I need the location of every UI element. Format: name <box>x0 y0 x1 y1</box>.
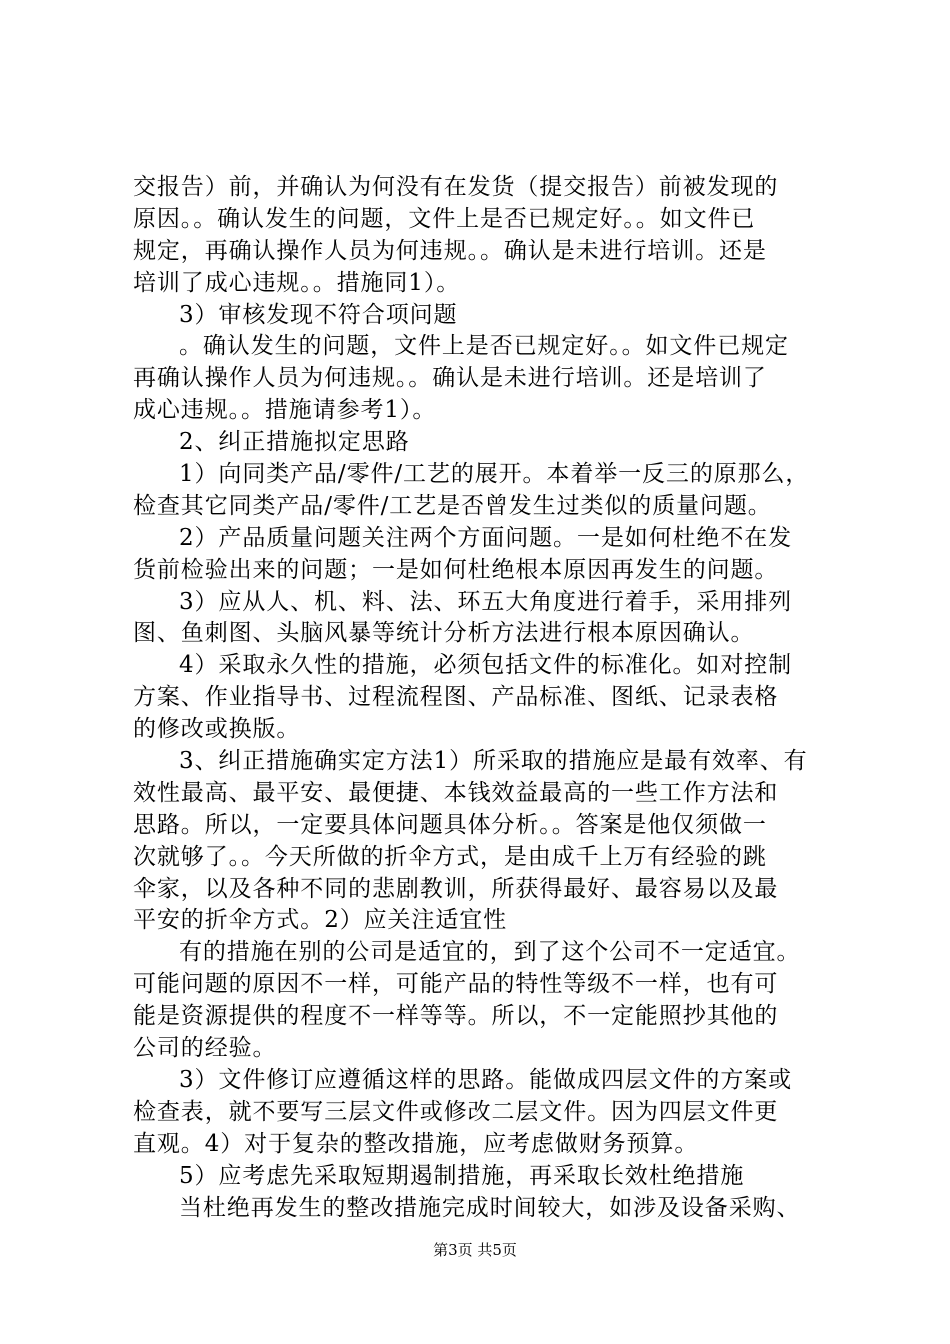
text-line: 1）向同类产品/零件/工艺的展开。本着举一反三的原那么， <box>179 461 810 488</box>
text-line: 直观。4）对于复杂的整改措施，应考虑做财务预算。 <box>133 1130 699 1157</box>
text-line: 公司的经验。 <box>133 1035 277 1062</box>
text-line: 能是资源提供的程度不一样等等。所以，不一定能照抄其他的 <box>133 1003 779 1030</box>
text-line: 伞家，以及各种不同的悲剧教训，所获得最好、最容易以及最 <box>133 875 779 902</box>
text-line: 。确认发生的问题，文件上是否已规定好。。如文件已规定 <box>179 333 789 360</box>
text-line: 交报告）前，并确认为何没有在发货（提交报告）前被发现的 <box>133 174 779 200</box>
text-line: 规定，再确认操作人员为何违规。。确认是未进行培训。还是 <box>133 237 767 264</box>
text-line: 平安的折伞方式。2）应关注适宜性 <box>133 907 508 934</box>
text-line: 4）采取永久性的措施，必须包括文件的标准化。如对控制 <box>179 652 793 679</box>
text-line: 的修改或换版。 <box>133 716 301 743</box>
text-line: 图、鱼刺图、头脑风暴等统计分析方法进行根本原因确认。 <box>133 620 755 647</box>
text-line: 2、纠正措施拟定思路 <box>179 429 410 456</box>
text-line: 原因。。确认发生的问题，文件上是否已规定好。。如文件已 <box>133 205 756 232</box>
text-line: 检查其它同类产品/零件/工艺是否曾发生过类似的质量问题。 <box>133 492 772 519</box>
text-line: 再确认操作人员为何违规。。确认是未进行培训。还是培训了 <box>133 365 767 392</box>
text-line: 3）文件修订应遵循这样的思路。能做成四层文件的方案或 <box>179 1066 793 1093</box>
text-line: 5）应考虑先采取短期遏制措施，再采取长效杜绝措施 <box>179 1162 745 1189</box>
text-line: 思路。所以，一定要具体问题具体分析。。答案是他仅须做一 <box>133 811 767 838</box>
text-line: 3）应从人、机、料、法、环五大角度进行着手，采用排列 <box>179 588 793 615</box>
text-line: 培训了成心违规。。措施同1）。 <box>133 269 461 296</box>
page-footer: 第3页 共5页 <box>433 1241 517 1259</box>
text-line: 效性最高、最平安、最便捷、本钱效益最高的一些工作方法和 <box>133 779 779 806</box>
text-line: 次就够了。。今天所做的折伞方式，是由成千上万有经验的跳 <box>133 843 767 870</box>
text-line: 货前检验出来的问题；一是如何杜绝根本原因再发生的问题。 <box>133 556 779 583</box>
text-line: 成心违规。。措施请参考1）。 <box>133 397 437 424</box>
text-line: 3）审核发现不符合项问题 <box>179 301 458 328</box>
text-line: 检查表，就不要写三层文件或修改二层文件。因为四层文件更 <box>133 1098 779 1125</box>
text-line: 可能问题的原因不一样，可能产品的特性等级不一样，也有可 <box>133 971 779 998</box>
text-line: 当杜绝再发生的整改措施完成时间较大，如涉及设备采购、 <box>179 1194 801 1221</box>
document-body <box>133 172 833 1224</box>
text-line: 方案、作业指导书、过程流程图、产品标准、图纸、记录表格 <box>133 684 779 711</box>
text-line: 3、纠正措施确实定方法1）所采取的措施应是最有效率、有 <box>179 748 808 775</box>
text-line: 有的措施在别的公司是适宜的，到了这个公司不一定适宜。 <box>179 939 801 966</box>
text-line: 2）产品质量问题关注两个方面问题。一是如何杜绝不在发 <box>179 524 793 551</box>
